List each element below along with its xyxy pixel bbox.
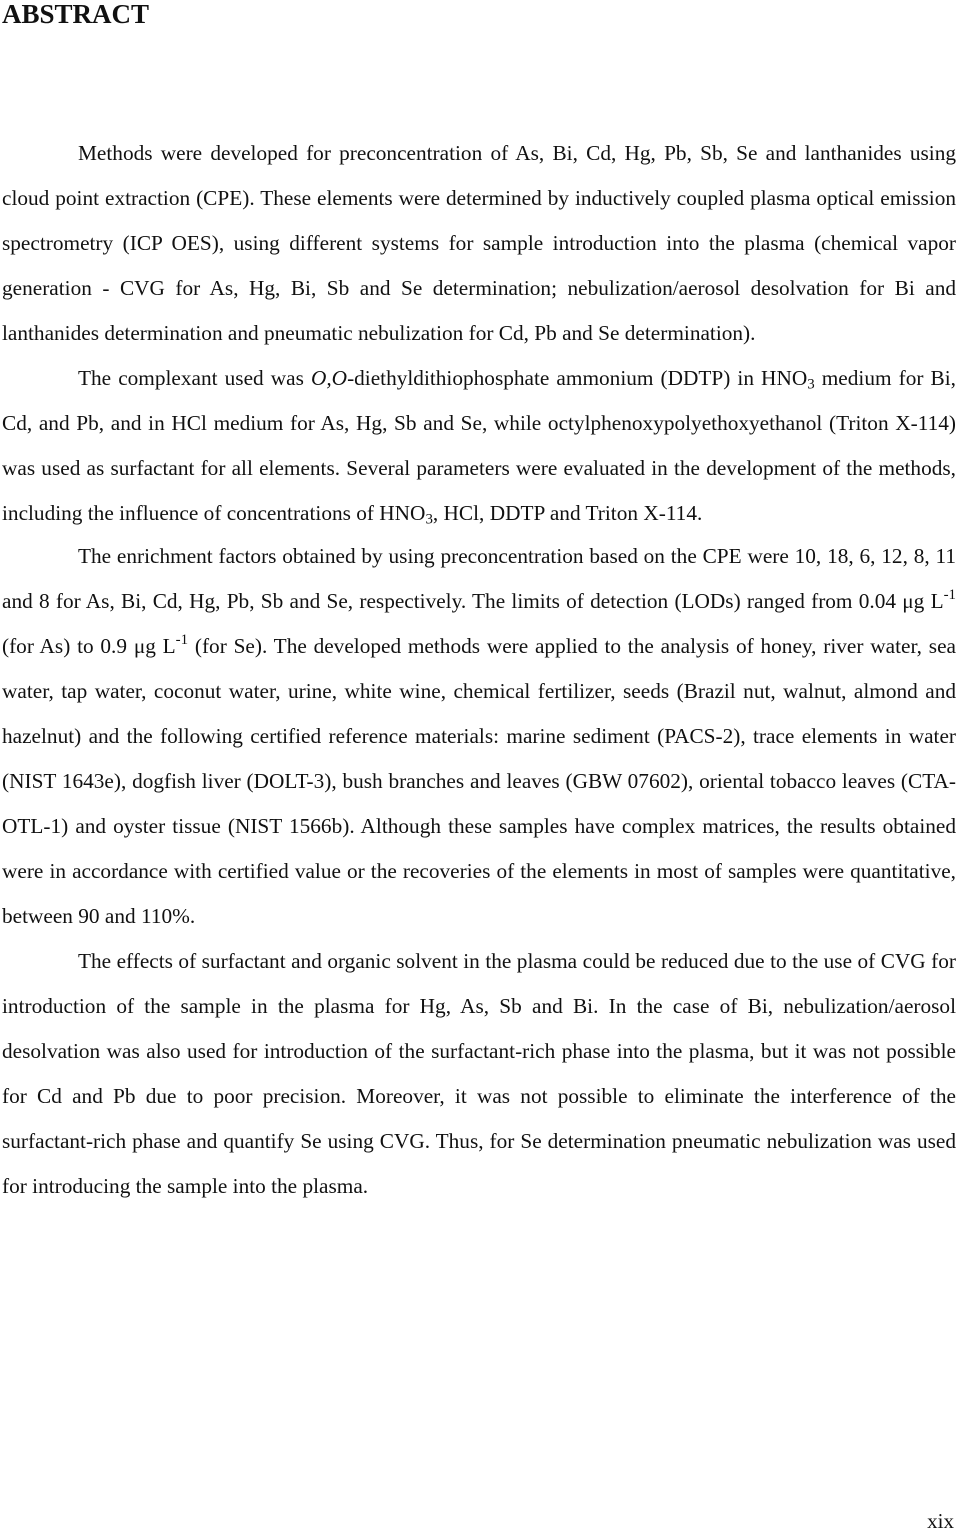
text-segment: (for As) to 0.9 μg L — [2, 634, 176, 658]
abstract-body — [2, 131, 956, 1209]
text-segment: The complexant used was — [78, 366, 311, 390]
text-segment: 3 — [425, 511, 433, 528]
text-segment: 3 — [807, 376, 815, 393]
paragraph — [2, 131, 956, 356]
text-segment: medium for Bi, Cd, and Pb, and in HCl medium for As, Hg, Sb and Se, while octylphenoxypolyethoxyethanol (Triton X-114) was used as surfactant for all elements. Several parameters were evaluated in the development of the methods, including the influence of concentrations of HNO — [2, 366, 956, 525]
abstract-heading: ABSTRACT — [2, 0, 150, 29]
text-segment: Methods were developed for preconcentration of As, Bi, Cd, Hg, Pb, Sb, Se and lanthanides using cloud point extraction (CPE). These elements were determined by inductively coupled plasma optical emission spectrometry (ICP OES), using different systems for sample introduction into the plasma (chemical vapor generation - CVG for As, Hg, Bi, Sb and Se determination; nebulization/aerosol desolvation for Bi and lanthanides determination and pneumatic nebulization for Cd, Pb and Se determination). — [2, 141, 956, 345]
text-segment: -1 — [943, 587, 956, 604]
text-segment: -1 — [175, 632, 189, 649]
text-segment: The effects of surfactant and organic solvent in the plasma could be reduced due to the use of CVG for introduction of the sample in the plasma for Hg, As, Sb and Bi. In the case of Bi, nebulization/aerosol desolvation was also used for introduction of the surfactant-rich phase into the plasma, but it was not possible for Cd and Pb due to poor precision. Moreover, it was not possible to eliminate the interference of the surfactant-rich phase and quantify Se using CVG. Thus, for Se determination pneumatic nebulization was used for introducing the sample into the plasma. — [2, 949, 956, 1198]
text-segment: (for Se). The developed methods were applied to the analysis of honey, river water, sea water, tap water, coconut water, urine, white wine, chemical fertilizer, seeds (Brazil nut, walnut, almond and hazelnut) and the following certified reference materials: marine sediment (PACS-2), trace elements in water (NIST 1643e), dogfish liver (DOLT-3), bush branches and leaves (GBW 07602), oriental tobacco leaves (CTA-OTL-1) and oyster tissue (NIST 1566b). Although these samples have complex matrices, the results obtained were in accordance with certified value or the recoveries of the elements in most of samples were quantitative, between 90 and 110%. — [2, 634, 956, 928]
text-segment: -diethyldithiophosphate ammonium (DDTP) in HNO — [347, 366, 808, 390]
text-segment: O,O — [310, 366, 348, 390]
paragraph — [2, 939, 956, 1209]
text-segment: The enrichment factors obtained by using preconcentration based on the CPE were 10, 18, 6, 12, 8, 11 and 8 for As, Bi, Cd, Hg, Pb, Sb and Se, respectively. The limits of detection (LODs) ranged from 0.04 μg L — [2, 544, 956, 613]
page-number: xix — [927, 1509, 954, 1533]
paragraph — [2, 534, 956, 939]
paragraph — [2, 356, 956, 536]
text-segment: , HCl, DDTP and Triton X-114. — [432, 501, 703, 525]
